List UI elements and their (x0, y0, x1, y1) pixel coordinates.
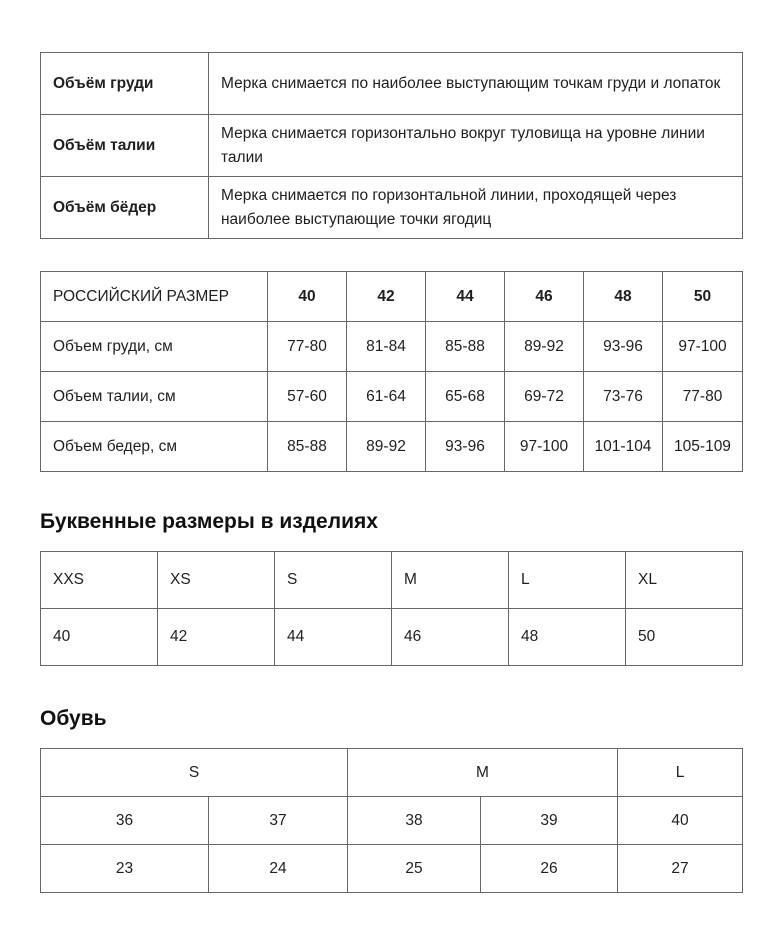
letter-size-cell: S (275, 552, 392, 609)
size-header-cell: 48 (584, 272, 663, 322)
size-value-cell: 61-64 (347, 372, 426, 422)
size-value-cell: 69-72 (505, 372, 584, 422)
shoe-cm-cell: 23 (41, 845, 209, 893)
table-row (41, 845, 743, 893)
letter-number-cell: 46 (392, 609, 509, 666)
measurement-definitions-table (40, 52, 743, 239)
measure-label: Объём груди (41, 53, 209, 115)
shoe-eu-cell: 40 (618, 797, 743, 845)
size-header-cell: 42 (347, 272, 426, 322)
size-value-cell: 105-109 (663, 422, 743, 472)
shoes-heading: Обувь (40, 707, 107, 730)
letter-number-cell: 42 (158, 609, 275, 666)
shoe-eu-cell: 39 (481, 797, 618, 845)
measure-description: Мерка снимается по горизонтальной линии, проходящей через наиболее выступающие точки ягодиц (209, 177, 743, 239)
measure-row-label: Объем бедер, см (41, 422, 268, 472)
size-value-cell: 89-92 (505, 322, 584, 372)
measure-label: Объём талии (41, 115, 209, 177)
size-value-cell: 57-60 (268, 372, 347, 422)
letter-size-cell: XXS (41, 552, 158, 609)
shoe-cm-cell: 26 (481, 845, 618, 893)
table-row (41, 749, 743, 797)
letter-sizes-heading: Буквенные размеры в изделиях (40, 510, 378, 533)
table-row (41, 609, 743, 666)
table-row (41, 53, 743, 115)
size-value-cell: 93-96 (426, 422, 505, 472)
size-value-cell: 77-80 (663, 372, 743, 422)
shoe-cm-cell: 24 (209, 845, 348, 893)
shoe-group-header: S (41, 749, 348, 797)
measure-label: Объём бёдер (41, 177, 209, 239)
table-row (41, 272, 743, 322)
size-header-cell: 44 (426, 272, 505, 322)
russian-size-table (40, 271, 743, 472)
size-header-cell: 46 (505, 272, 584, 322)
letter-size-cell: XL (626, 552, 743, 609)
size-value-cell: 65-68 (426, 372, 505, 422)
table-row (41, 797, 743, 845)
table-row (41, 422, 743, 472)
shoe-size-table (40, 748, 743, 893)
table-row (41, 552, 743, 609)
shoe-group-header: M (348, 749, 618, 797)
size-value-cell: 85-88 (268, 422, 347, 472)
size-value-cell: 97-100 (505, 422, 584, 472)
size-value-cell: 77-80 (268, 322, 347, 372)
measure-description: Мерка снимается по наиболее выступающим точкам груди и лопаток (209, 53, 743, 115)
letter-number-cell: 40 (41, 609, 158, 666)
shoe-group-header: L (618, 749, 743, 797)
table-row (41, 372, 743, 422)
shoe-cm-cell: 27 (618, 845, 743, 893)
shoe-eu-cell: 36 (41, 797, 209, 845)
letter-size-cell: M (392, 552, 509, 609)
shoe-cm-cell: 25 (348, 845, 481, 893)
size-value-cell: 97-100 (663, 322, 743, 372)
measure-description: Мерка снимается горизонтально вокруг туловища на уровне линии талии (209, 115, 743, 177)
size-header-cell: 50 (663, 272, 743, 322)
russian-size-header-label: РОССИЙСКИЙ РАЗМЕР (41, 272, 268, 322)
table-row (41, 322, 743, 372)
size-value-cell: 101-104 (584, 422, 663, 472)
letter-number-cell: 48 (509, 609, 626, 666)
letter-size-cell: XS (158, 552, 275, 609)
measure-row-label: Объем груди, см (41, 322, 268, 372)
size-value-cell: 73-76 (584, 372, 663, 422)
size-value-cell: 81-84 (347, 322, 426, 372)
letter-sizes-table (40, 551, 743, 666)
measure-row-label: Объем талии, см (41, 372, 268, 422)
size-value-cell: 89-92 (347, 422, 426, 472)
size-value-cell: 85-88 (426, 322, 505, 372)
letter-number-cell: 44 (275, 609, 392, 666)
letter-number-cell: 50 (626, 609, 743, 666)
size-value-cell: 93-96 (584, 322, 663, 372)
shoe-eu-cell: 37 (209, 797, 348, 845)
table-row (41, 177, 743, 239)
size-header-cell: 40 (268, 272, 347, 322)
shoe-eu-cell: 38 (348, 797, 481, 845)
table-row (41, 115, 743, 177)
letter-size-cell: L (509, 552, 626, 609)
